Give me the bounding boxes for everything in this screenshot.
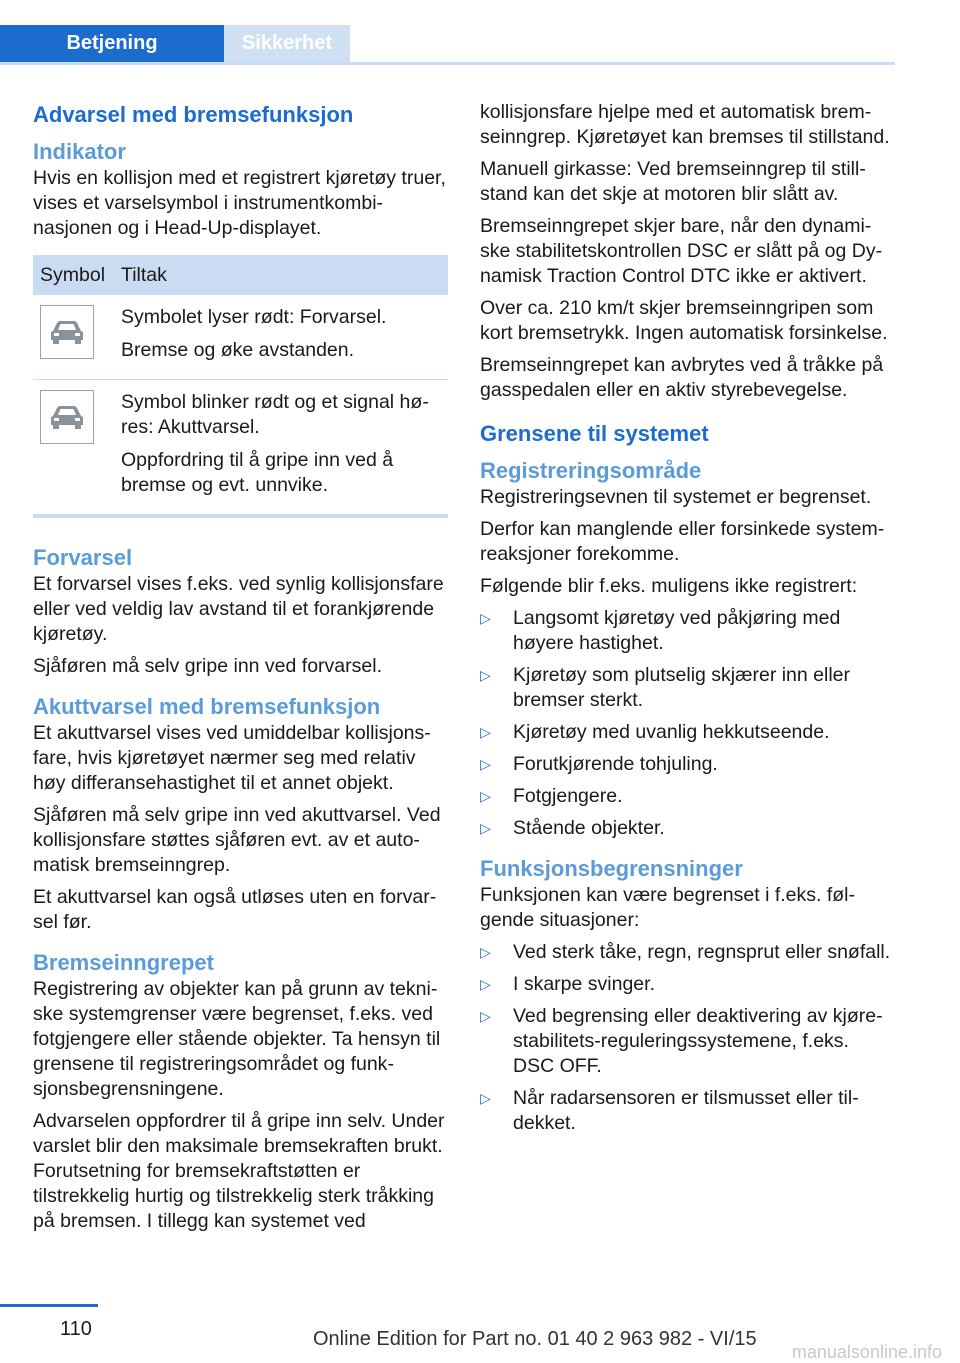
akuttvarsel-text-1: Et akuttvarsel vises ved umiddelbar kollisjonsfare, hvis kjøretøyet nærmer seg med relativ høy differansehastighet til et annet objekt. <box>33 722 431 794</box>
triangle-bullet-icon: ▷ <box>480 788 491 804</box>
list-item <box>480 1004 895 1079</box>
funksjon-list <box>480 940 895 1136</box>
right-column <box>480 100 895 1144</box>
triangle-bullet-icon: ▷ <box>480 667 491 683</box>
row2-line1: Symbol blinker rødt og et signal høres: Akuttvarsel. <box>121 391 429 438</box>
triangle-bullet-icon: ▷ <box>480 944 491 960</box>
registrering-list <box>480 606 895 841</box>
funksjon-heading: Funksjonsbegrensninger <box>480 856 743 881</box>
triangle-bullet-icon: ▷ <box>480 820 491 836</box>
triangle-bullet-icon: ▷ <box>480 724 491 740</box>
triangle-bullet-icon: ▷ <box>480 610 491 626</box>
edition-footer: Online Edition for Part no. 01 40 2 963 982 - VI/15 <box>313 1328 757 1350</box>
car-warning-icon <box>40 305 94 359</box>
continued-text-4: Over ca. 210 km/t skjer bremseinngripen som kort bremsetrykk. Ingen automatisk forsinkelse. <box>480 297 888 344</box>
column-header-symbol: Symbol <box>40 263 106 286</box>
continued-text-5: Bremseinngrepet kan avbrytes ved å tråkke på gasspedalen eller en aktiv styrebevegelse. <box>480 354 884 401</box>
row1-line2: Bremse og øke avstanden. <box>121 339 355 361</box>
list-item-text: Kjøretøy som plutselig skjærer inn eller bremser sterkt. <box>513 664 851 711</box>
bremseinngrepet-heading: Bremseinngrepet <box>33 950 214 975</box>
footer-rule <box>0 1304 98 1307</box>
section-title: Advarsel med bremsefunksjon <box>33 102 354 127</box>
row2-line2: Oppfordring til å gripe inn ved å bremse og evt. unnvike. <box>121 449 394 496</box>
list-item <box>480 816 895 841</box>
list-item <box>480 940 895 965</box>
indikator-text: Hvis en kollisjon med et registrert kjøretøy truer, vises et varselsymbol i instrumentkombinasjonen og i Head-Up-displayet. <box>33 167 446 239</box>
tiltak-cell <box>121 305 448 371</box>
list-item-text: Stående objekter. <box>513 817 665 839</box>
row1-line1: Symbolet lyser rødt: Forvarsel. <box>121 306 387 328</box>
list-item-text: Når radarsensoren er tilsmusset eller tildekket. <box>513 1087 859 1134</box>
list-item <box>480 784 895 809</box>
header-tabbar <box>0 25 895 65</box>
list-item-text: I skarpe svinger. <box>513 973 655 995</box>
table-row <box>33 295 448 379</box>
tab-betjening[interactable]: Betjening <box>0 25 224 62</box>
akuttvarsel-heading: Akuttvarsel med bremsefunksjon <box>33 694 381 719</box>
list-item <box>480 1086 895 1136</box>
table-header <box>33 255 448 295</box>
list-item-text: Fotgjengere. <box>513 785 623 807</box>
watermark: manualsonline.info <box>791 1342 942 1362</box>
left-column <box>33 100 448 1241</box>
list-item-text: Ved begrensing eller deaktivering av kjørestabilitets-reguleringssystemene, f.eks. DSC OFF. <box>513 1005 883 1077</box>
forvarsel-heading: Forvarsel <box>33 545 133 570</box>
registrering-heading: Registreringsområde <box>480 458 702 483</box>
symbol-cell <box>33 305 121 371</box>
continued-text-2: Manuell girkasse: Ved bremseinngrep til stillstand kan det skje at motoren blir slått av. <box>480 158 866 205</box>
akuttvarsel-text-2: Sjåføren må selv gripe inn ved akuttvarsel. Ved kollisjonsfare støttes sjåføren evt. av et automatisk bremseinngrep. <box>33 804 441 876</box>
tiltak-cell <box>121 390 448 506</box>
registrering-text-3: Følgende blir f.eks. muligens ikke registrert: <box>480 575 858 597</box>
registrering-text-2: Derfor kan manglende eller forsinkede systemreaksjoner forekomme. <box>480 518 885 565</box>
forvarsel-text-2: Sjåføren må selv gripe inn ved forvarsel. <box>33 655 382 677</box>
continued-text-3: Bremseinngrepet skjer bare, når den dynamiske stabilitetskontrollen DSC er slått på og Dynamisk Traction Control DTC ikke er aktivert. <box>480 215 883 287</box>
funksjon-text: Funksjonen kan være begrenset i f.eks. følgende situasjoner: <box>480 884 856 931</box>
list-item <box>480 972 895 997</box>
bremseinngrepet-text-1: Registrering av objekter kan på grunn av tekniske systemgrenser være begrenset, f.eks. ved fotgjengere eller stående objekter. Ta hensyn til grensene til registreringsområdet og funksjonsbegrensningene. <box>33 978 441 1100</box>
grensene-title: Grensene til systemet <box>480 421 709 446</box>
continued-text-1: kollisjonsfare hjelpe med et automatisk bremseinngrep. Kjøretøyet kan bremses til stillstand. <box>480 101 890 148</box>
akuttvarsel-text-3: Et akuttvarsel kan også utløses uten en forvarsel før. <box>33 886 437 933</box>
list-item-text: Forutkjørende tohjuling. <box>513 753 718 775</box>
list-item <box>480 606 895 656</box>
triangle-bullet-icon: ▷ <box>480 756 491 772</box>
bremseinngrepet-text-2: Advarselen oppfordrer til å gripe inn selv. Under varslet blir den maksimale bremsekraften brukt. Forutsetning for bremsekraftstøtten er tilstrekkelig hurtig og tilstrekkelig sterk tråkking på bremsen. I tillegg kan systemet ved <box>33 1110 445 1232</box>
table-row <box>33 379 448 514</box>
page-number: 110 <box>60 1318 92 1340</box>
registrering-text-1: Registreringsevnen til systemet er begrenset. <box>480 486 872 508</box>
car-warning-blink-icon <box>40 390 94 444</box>
indikator-heading: Indikator <box>33 139 126 164</box>
forvarsel-text-1: Et forvarsel vises f.eks. ved synlig kollisjonsfare eller ved veldig lav avstand til et forankjørende kjøretøy. <box>33 573 444 645</box>
symbol-table <box>33 255 448 518</box>
list-item <box>480 720 895 745</box>
list-item <box>480 752 895 777</box>
symbol-cell <box>33 390 121 506</box>
list-item-text: Langsomt kjøretøy ved påkjøring med høyere hastighet. <box>513 607 841 654</box>
list-item-text: Kjøretøy med uvanlig hekkutseende. <box>513 721 830 743</box>
list-item <box>480 663 895 713</box>
tab-sikkerhet[interactable]: Sikkerhet <box>224 25 350 62</box>
column-header-tiltak: Tiltak <box>121 263 167 286</box>
triangle-bullet-icon: ▷ <box>480 976 491 992</box>
triangle-bullet-icon: ▷ <box>480 1090 491 1106</box>
triangle-bullet-icon: ▷ <box>480 1008 491 1024</box>
list-item-text: Ved sterk tåke, regn, regnsprut eller snøfall. <box>513 941 891 963</box>
